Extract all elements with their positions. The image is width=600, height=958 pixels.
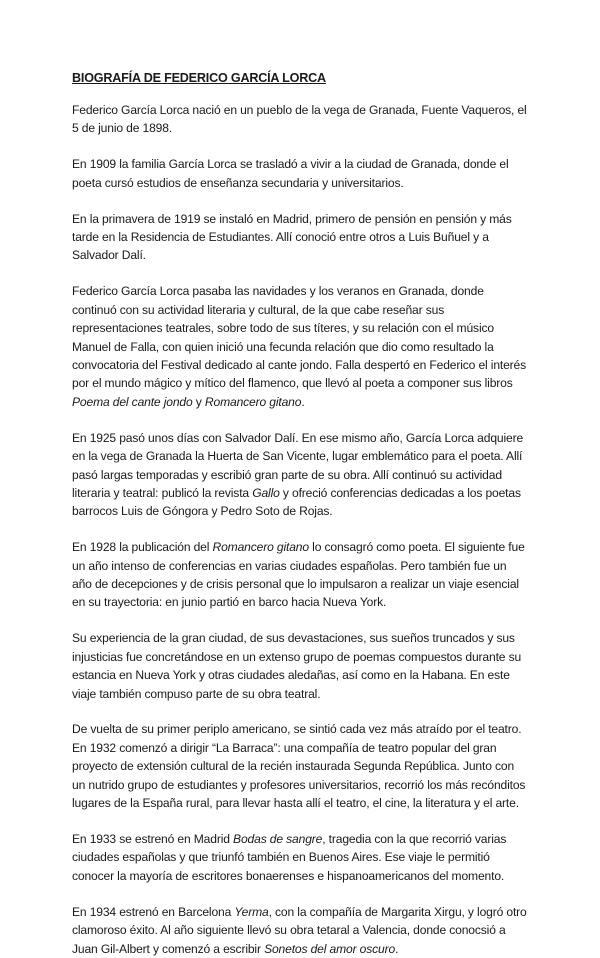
- paragraph-text: y ofreció conferencias dedicadas a los poetas barrocos Luis de Góngora y Pedro Soto de Rojas.: [72, 485, 521, 519]
- italic-title-text: Romancero gitano: [204, 394, 302, 409]
- italic-title-text: Gallo: [252, 485, 280, 500]
- paragraph: [72, 101, 528, 138]
- paragraph-text: .: [301, 394, 305, 409]
- paragraph-text: Federico García Lorca pasaba las navidades y los veranos en Granada, donde continuó con su actividad literaria y cultural, de la que cabe reseñar sus representaciones teatrales, sobre todo de sus títeres, y su relación con el músico Manuel de Falla, con quien inició una fecunda relación que dio como resultado la convocatoria del Festival dedicado al cante jondo. Falla despertó en Federico el interés por el mundo mágico y mítico del flamenco, que llevó al poeta a componer sus libros: [72, 284, 527, 391]
- italic-title-text: Poema del cante jondo: [72, 394, 193, 409]
- paragraph-text: Su experiencia de la gran ciudad, de sus devastaciones, sus sueños truncados y sus injusticias fue concretándose en un extenso grupo de poemas compuestos durante su estancia en Nueva York y otras ciudades aledañas, así como en la Habana. En este viaje también compuso parte de su obra teatral.: [72, 631, 522, 701]
- document-body: [72, 101, 528, 958]
- italic-title-text: Bodas de sangre: [233, 832, 323, 846]
- paragraph-text: , tragedia con la que recorrió varias ciudades españolas y que triunfó también en Buenos Aires. Ese viaje le permitió conocer la mayoría de escritores bonaerenses e hispanoamericanos del momento.: [72, 832, 507, 883]
- paragraph-text: En 1933 se estrenó en Madrid: [72, 832, 234, 846]
- paragraph-text: En 1925 pasó unos días con Salvador Dalí. En ese mismo año, García Lorca adquiere en la vega de Granada la Huerta de San Vicente, lugar emblemático para el poeta. Allí pasó largas temporadas y escribió gran parte de su obra. Allí continuó su actividad literaria y teatral: publicó la revista: [72, 430, 524, 500]
- paragraph: [72, 629, 528, 703]
- paragraph: [72, 429, 528, 521]
- paragraph: [72, 720, 528, 812]
- italic-title-text: Yerma: [234, 904, 269, 919]
- paragraph-text: De vuelta de su primer periplo americano, se sintió cada vez más atraído por el teatro. En 1932 comenzó a dirigir “La Barraca”: una compañía de teatro popular del gran proyecto de extensión cultural de la recién instaurada Segunda República. Junto con un nutrido grupo de estudiantes y profesores universitarios, recorrió los más recónditos lugares de la España rural, para llevar hasta allí el teatro, el cine, la literatura y el arte.: [72, 722, 526, 811]
- italic-title-text: Romancero gitano: [212, 540, 309, 555]
- paragraph: [72, 830, 528, 885]
- paragraph: [72, 155, 528, 192]
- paragraph: [72, 282, 528, 411]
- paragraph-text: lo consagró como poeta. El siguiente fue un año intenso de conferencias en varias ciudades españolas. Pero también fue un año de decepciones y de crisis personal que lo impulsaron a realizar un viaje esencial en su trayectoria: en junio partió en barco hacia Nueva York.: [72, 540, 525, 610]
- italic-title-text: Sonetos del amor oscuro: [264, 941, 396, 956]
- document-title: BIOGRAFÍA DE FEDERICO GARCÍA LORCA: [72, 71, 326, 85]
- paragraph-text: En 1934 estrenó en Barcelona: [72, 904, 235, 919]
- paragraph-text: En 1928 la publicación del: [72, 540, 213, 555]
- paragraph-text: Federico García Lorca nació en un pueblo de la vega de Granada, Fuente Vaqueros, el 5 de junio de 1898.: [72, 103, 527, 136]
- paragraph: [72, 903, 528, 958]
- paragraph-text: .: [395, 941, 399, 956]
- paragraph: [72, 538, 528, 612]
- paragraph-text: En 1909 la familia García Lorca se trasladó a vivir a la ciudad de Granada, donde el poeta cursó estudios de enseñanza secundaria y universitarios.: [72, 157, 509, 190]
- paragraph-text: y: [192, 394, 205, 409]
- paragraph: [72, 210, 528, 265]
- paragraph-text: , con la compañía de Margarita Xirgu, y logró otro clamoroso éxito. Al año siguiente llevó su obra tetaral a Valencia, donde conocsió a Juan Gil-Albert y comenzó a escribir: [72, 904, 527, 956]
- paragraph-text: En la primavera de 1919 se instaló en Madrid, primero de pensión en pensión y más tarde en la Residencia de Estudiantes. Allí conoció entre otros a Luis Buñuel y a Salvador Dalí.: [72, 211, 512, 263]
